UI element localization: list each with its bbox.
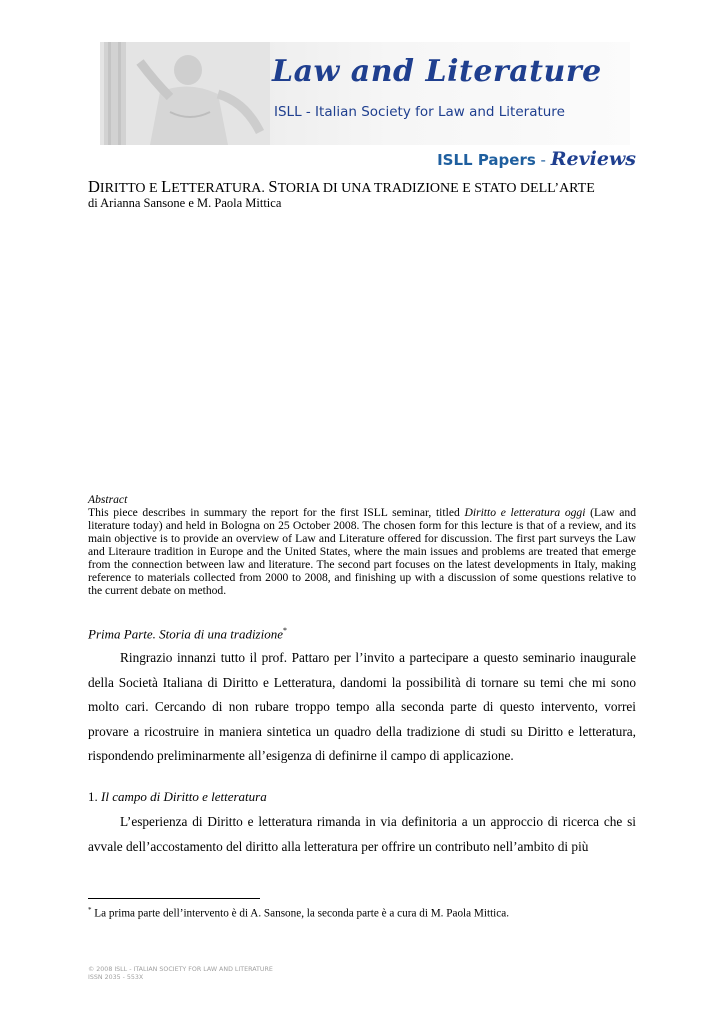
abstract: [88, 493, 636, 597]
footnote: [88, 906, 509, 920]
section-heading-text: Prima Parte. Storia di una tradizione: [88, 626, 283, 642]
society-name: ISLL - Italian Society for Law and Literature: [274, 104, 565, 120]
page-footer: [88, 966, 273, 982]
authors-line: di Arianna Sansone e M. Paola Mittica: [88, 196, 282, 210]
series-label: [437, 148, 636, 170]
section-heading: [88, 626, 287, 642]
abstract-text: [88, 506, 636, 597]
abstract-seminar-title: Diritto e letteratura oggi: [464, 506, 586, 519]
header-banner: [100, 42, 630, 145]
body-paragraph: Ringrazio innanzi tutto il prof. Pattaro per l’invito a partecipare a questo seminario inaugurale della Società Italiana di Diritto e Letteratura, dandomi la possibilità di tornare su temi che mi sono molto cari. Cercando di non rubare troppo tempo alla seconda parte di questo intervento, vorrei provare a ricostruire in maniera sintetica un quadro della tradizione di studi su Diritto e letteratura, rispondendo preliminarmente all’esigenza di definirne il campo di applicazione.: [88, 650, 636, 764]
title-part: IRITTO E: [99, 181, 162, 196]
title-part: D: [88, 177, 100, 196]
abstract-text-part: (Law and literature today) and held in Bologna on 25 October 2008. The chosen form for this lecture is that of a review, and its main objective is to provide an overview of Law and Literature offered for discussion. The first part surveys the Law and Literaure tradition in Europe and the United States, where the main issues and problems are treated that emerge from the connection between law and literature. The second part focuses on the latest developments in Italy, making reference to materials collected from 2000 to 2008, and finishing up with a discussion of some questions relative to the current debate on method.: [88, 506, 637, 597]
issn-line: ISSN 2035 - 553X: [88, 974, 144, 981]
subsection-heading: [88, 789, 267, 805]
subsection-heading-text: Il campo di Diritto e letteratura: [101, 789, 267, 804]
footnote-divider: [88, 898, 260, 899]
document-title: [88, 177, 595, 197]
series-papers: ISLL Papers: [437, 151, 536, 169]
abstract-text-part: This piece describes in summary the report for the first ISLL seminar, titled: [88, 506, 465, 519]
copyright-line: © 2008 ISLL - ITALIAN SOCIETY FOR LAW AND LITERATURE: [88, 966, 273, 973]
title-part: L: [161, 177, 172, 196]
journal-logo-title: Law and Literature: [272, 54, 602, 89]
body-paragraph: L’esperienza di Diritto e letteratura rimanda in via definitoria a un approccio di ricerca che si avvale dell’accostamento del diritto alla letteratura per offrire un contributo nell’ambito di più: [88, 814, 636, 854]
series-dash: -: [535, 151, 551, 169]
footnote-text: La prima parte dell’intervento è di A. Sansone, la seconda parte è a cura di M. Paola Mittica.: [91, 907, 510, 920]
abstract-label: Abstract: [88, 493, 128, 506]
title-part: S: [268, 177, 278, 196]
footnote-reference[interactable]: *: [283, 626, 287, 635]
title-part: ETTERATURA.: [171, 181, 269, 196]
series-reviews: Reviews: [550, 148, 636, 170]
footnote-mark: *: [88, 906, 92, 914]
classical-statue-image: [100, 42, 270, 145]
subsection-number: 1.: [88, 789, 101, 804]
title-part: TORIA DI UNA TRADIZIONE E STATO DELL’ARTE: [277, 181, 595, 196]
